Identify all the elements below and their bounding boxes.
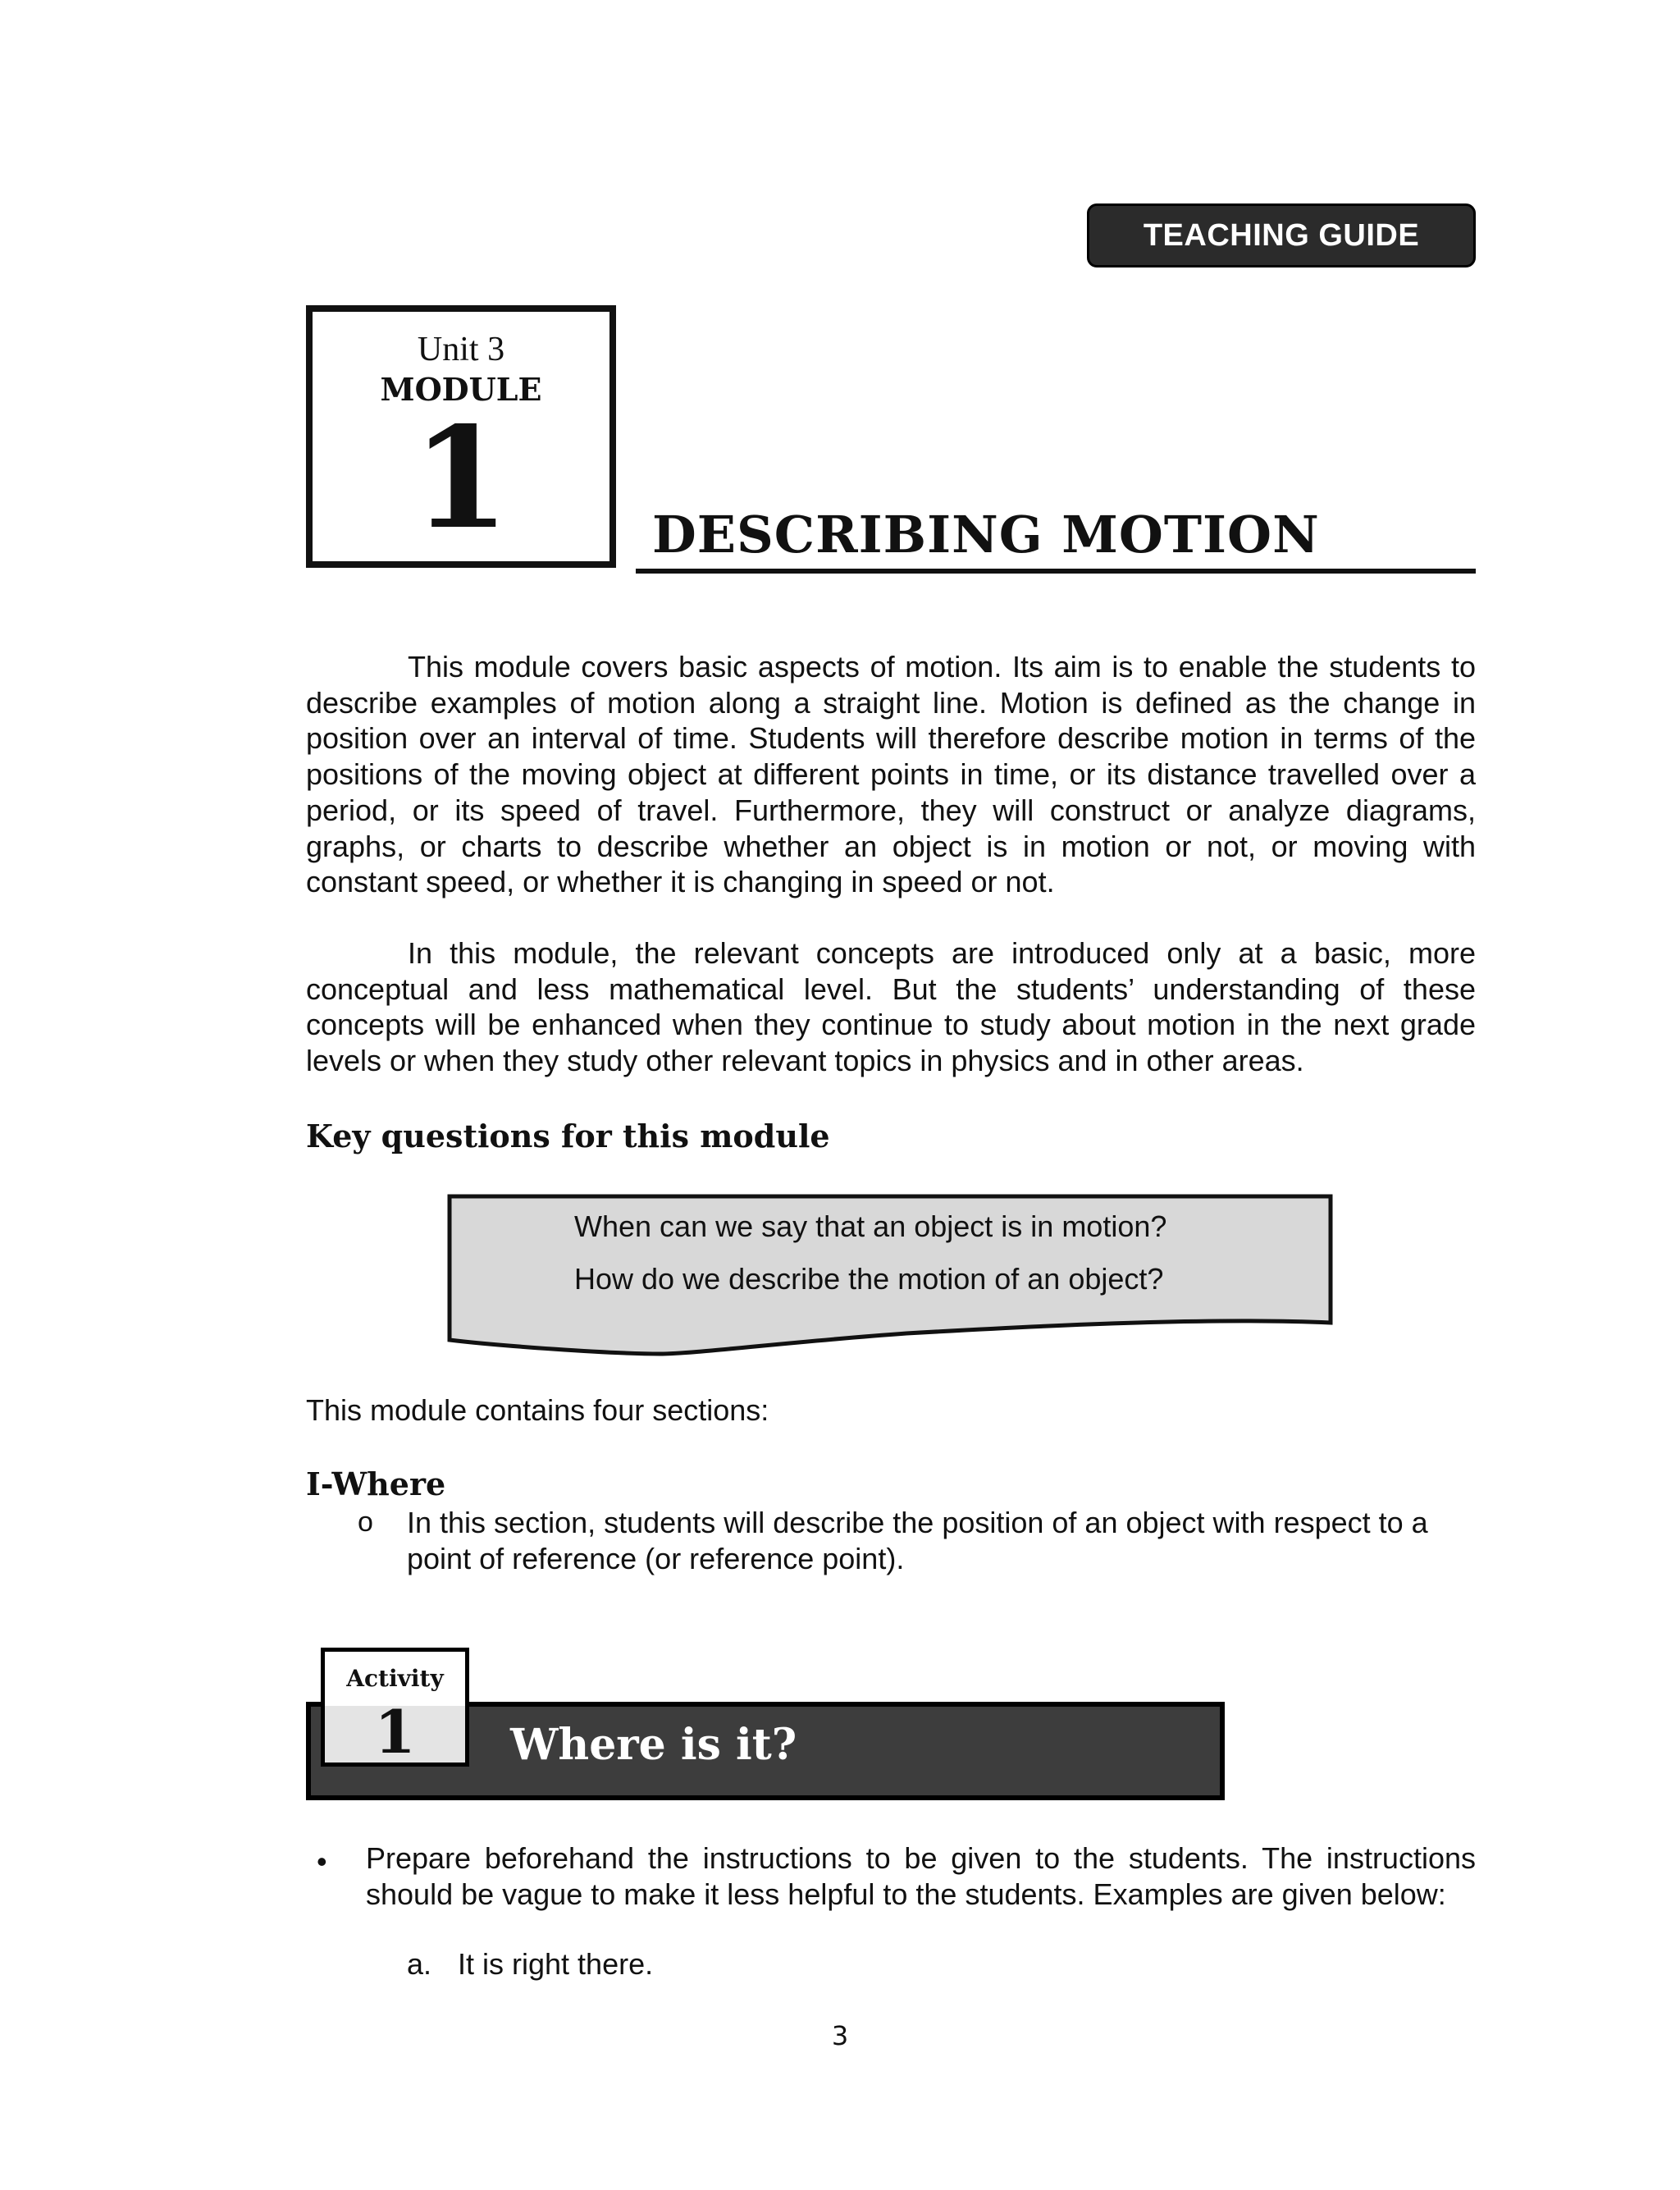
section-heading: I-Where [306, 1465, 446, 1502]
intro-paragraph-2: In this module, the relevant concepts are introduced only at a basic, more conceptual and less mathematical level. But the students’ understanding of these concepts will be enhanced when they continue to study about motion in the next grade levels or when they study other relevant topics in physics and in other areas. [306, 936, 1476, 1078]
title-underline [636, 569, 1476, 574]
page-number: 3 [831, 2020, 849, 2051]
instruction-text: Prepare beforehand the instructions to be given to the students. The instructions should be vague to make it less helpful to the students. Examples are given below: [366, 1841, 1476, 1911]
key-question-2: How do we describe the motion of an object? [574, 1262, 1164, 1296]
activity-title: Where is it? [510, 1720, 797, 1770]
bullet-icon: • [317, 1845, 327, 1878]
page-title: DESCRIBING MOTION [652, 505, 1320, 565]
sections-intro: This module contains four sections: [306, 1393, 769, 1427]
module-label: MODULE [380, 371, 542, 408]
key-question-1: When can we say that an object is in motion? [574, 1209, 1167, 1243]
sub-item-letter: a. [407, 1947, 432, 1981]
teaching-guide-badge: TEACHING GUIDE [1087, 203, 1476, 267]
module-box [306, 305, 616, 568]
sub-item-text: It is right there. [458, 1947, 654, 1981]
key-questions-heading: Key questions for this module [306, 1118, 830, 1154]
module-unit: Unit 3 [417, 331, 505, 368]
section-description: In this section, students will describe the position of an object with respect to a point of reference (or reference point). [407, 1506, 1428, 1575]
circle-bullet-icon: o [358, 1506, 373, 1538]
activity-label: Activity [346, 1665, 444, 1692]
module-number: 1 [412, 396, 510, 560]
activity-number: 1 [374, 1697, 416, 1767]
activity-number-box [321, 1648, 469, 1767]
intro-paragraph-1: This module covers basic aspects of motion. Its aim is to enable the students to describe examples of motion along a straight line. Motion is defined as the change in position over an interval of time. Students will therefore describe motion in terms of the positions of the moving object at different points in time, or its distance travelled over a period, or its speed of travel. Furthermore, they will construct or analyze diagrams, graphs, or charts to describe whether an object is in motion or not, or moving with constant speed, or whether it is changing in speed or not. [306, 650, 1476, 899]
